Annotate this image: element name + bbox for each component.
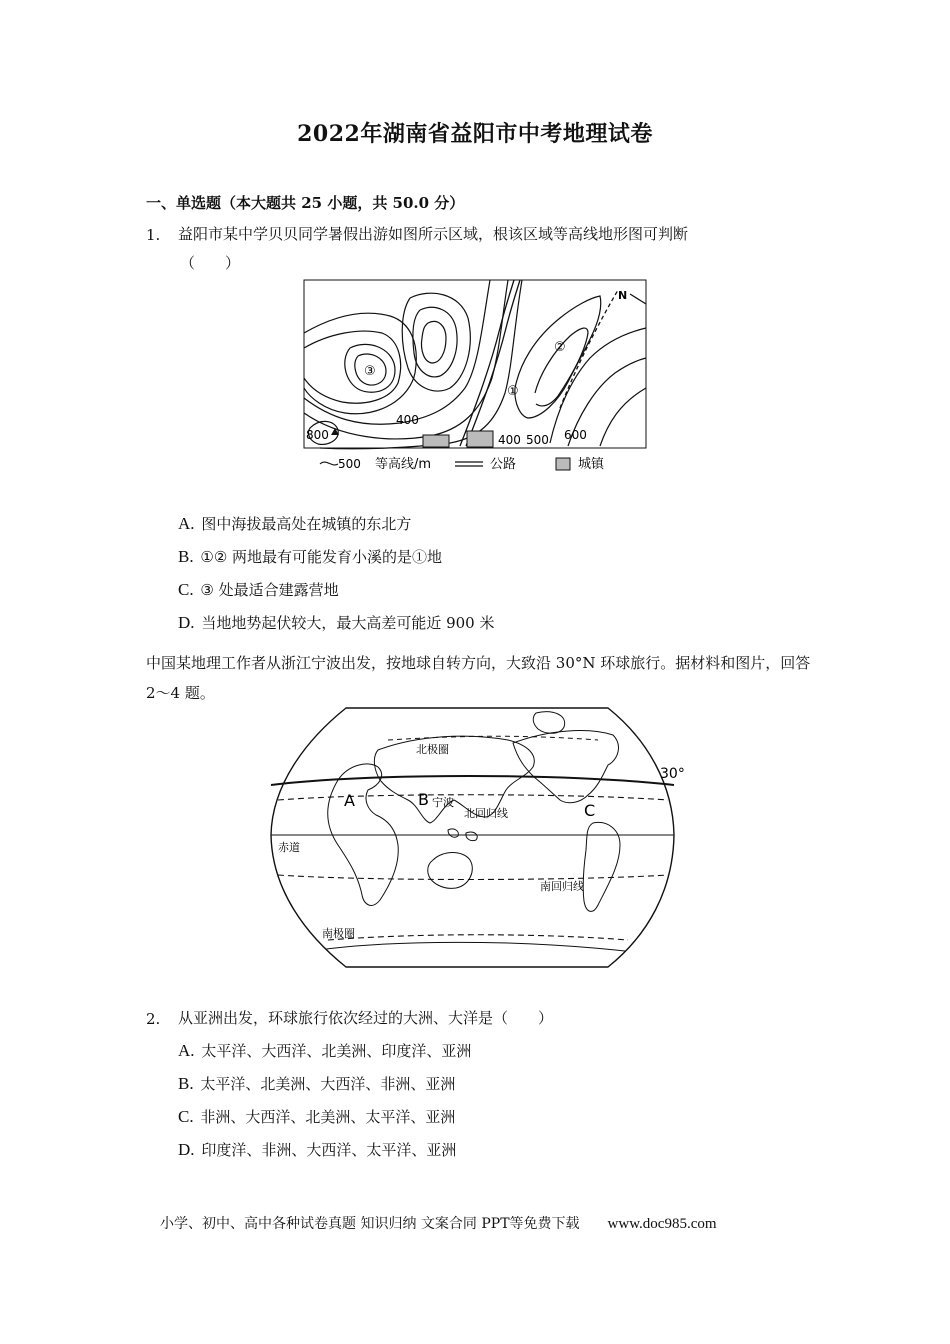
world-map <box>268 705 688 970</box>
label-tropic-cancer: 北回归线 <box>464 807 508 820</box>
question-1-number: 1. <box>146 226 161 244</box>
q1-option-b: B. ①② 两地最有可能发育小溪的是①地 <box>178 547 443 566</box>
footer-text: 小学、初中、高中各种试卷真题 知识归纳 文案合同 PPT等免费下载 <box>160 1216 580 1232</box>
label-600: 600 <box>564 428 587 442</box>
legend-500: 500 <box>338 457 361 471</box>
legend-town: 城镇 <box>578 457 605 472</box>
question-1-paren: （ ） <box>180 254 241 272</box>
q1-option-a: A. 图中海拔最高处在城镇的东北方 <box>178 514 412 533</box>
label-c: C <box>584 801 596 820</box>
marker-3: ③ <box>364 364 376 379</box>
label-500: 500 <box>526 433 549 447</box>
label-antarctic: 南极圈 <box>322 927 355 940</box>
q2-option-c: C. 非洲、大西洋、北美洲、太平洋、亚洲 <box>178 1107 456 1126</box>
label-800: 800 <box>306 428 329 442</box>
marker-2: ② <box>554 340 566 355</box>
q2-option-d: D. 印度洋、非洲、大西洋、太平洋、亚洲 <box>178 1140 457 1159</box>
legend-contour: 等高线/m <box>375 457 432 472</box>
section-heading: 一、单选题（本大题共 25 小题，共 50.0 分） <box>146 194 465 212</box>
q1-option-c: C. ③ 处最适合建露营地 <box>178 580 339 599</box>
q2-option-b: B. 太平洋、北美洲、大西洋、非洲、亚洲 <box>178 1074 456 1093</box>
question-2-text: 从亚洲出发，环球旅行依次经过的大洲、大洋是（ ） <box>178 1009 554 1027</box>
legend-road: 公路 <box>490 457 517 472</box>
label-ningbo: 宁波 <box>432 796 454 809</box>
label-400-left: 400 <box>396 413 419 427</box>
north-label: N <box>618 289 628 302</box>
page-footer <box>160 1213 717 1233</box>
label-a: A <box>344 791 355 810</box>
town-legend-icon <box>556 458 570 470</box>
label-equator: 赤道 <box>278 841 300 854</box>
passage-text: 中国某地理工作者从浙江宁波出发，按地球自转方向，大致沿 30°N 环球旅行。据材料和图片，回答 2～4 题。 <box>146 654 811 702</box>
page-title: 2022年湖南省益阳市中考地理试卷 <box>297 121 653 147</box>
contour-map <box>300 278 650 478</box>
q2-option-a: A. 太平洋、大西洋、北美洲、印度洋、亚洲 <box>178 1041 472 1060</box>
question-2-number: 2. <box>146 1010 161 1028</box>
q1-option-d: D. 当地地势起伏较大，最大高差可能近 900 米 <box>178 613 495 632</box>
label-b: B <box>418 790 429 809</box>
footer-url[interactable]: www.doc985.com <box>607 1216 717 1232</box>
marker-1: ① <box>507 384 519 399</box>
label-30deg: 30° <box>660 766 685 782</box>
question-1-text: 益阳市某中学贝贝同学暑假出游如图所示区域，根该区域等高线地形图可判断 <box>178 225 689 243</box>
label-400-right: 400 <box>498 433 521 447</box>
north-arrow-icon <box>630 294 646 304</box>
label-tropic-capricorn: 南回归线 <box>540 880 584 893</box>
contour-legend-icon <box>320 462 338 465</box>
label-arctic: 北极圈 <box>416 743 449 756</box>
